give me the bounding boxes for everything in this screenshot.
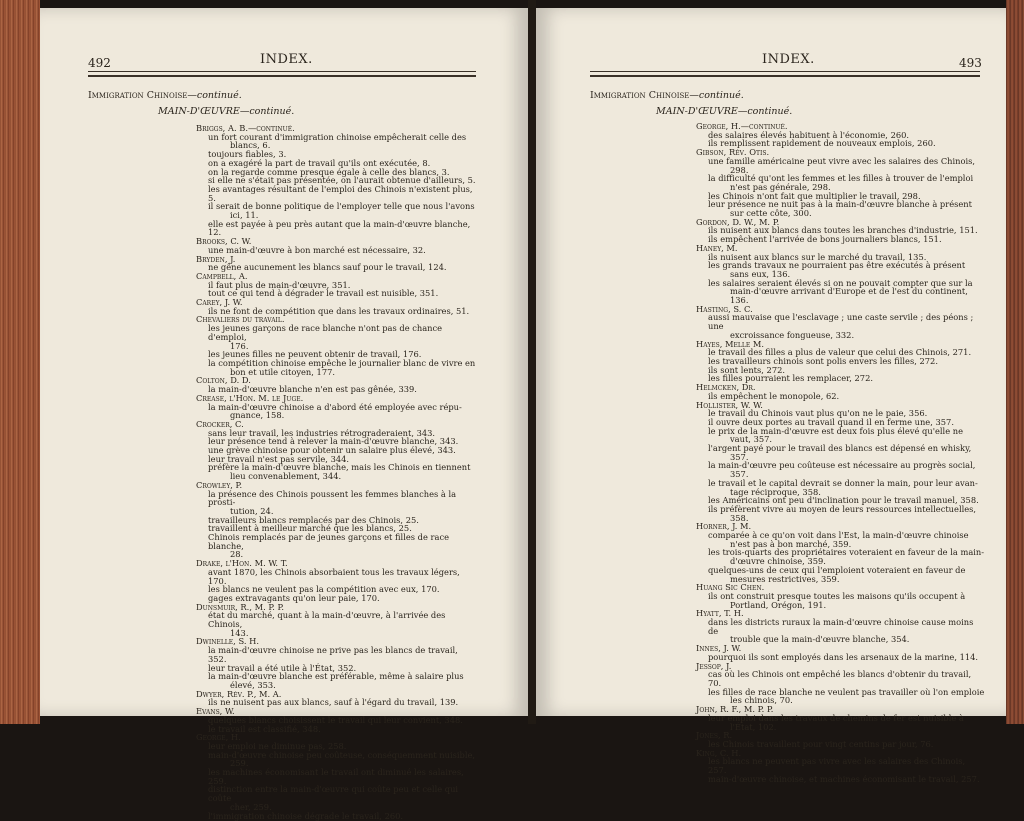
entry-line	[696, 444, 986, 461]
entry-line-continuation: les chinois, 70.	[730, 695, 793, 706]
entry-line-text: les Chinois n'ont fait que multiplier le travail, 298.	[708, 190, 921, 201]
entry-line	[196, 646, 478, 663]
entry-line-text: les salaires seraient élevés si on ne pouvait compter que sur la	[708, 277, 973, 288]
page-header: INDEX.	[260, 52, 313, 67]
entry-line	[696, 157, 986, 174]
entry-line-text: les trois-quarts des propriétaires voteraient en faveur de la main-	[708, 547, 985, 558]
entry-line-text: leur présence tend à relever la main-d'œuvre blanche, 343.	[208, 436, 459, 447]
entry-name: Huang Sic Chen.	[696, 582, 765, 593]
entry-line-text: des salaires élevés habituent à l'économie, 260.	[708, 129, 910, 140]
entry-line-text: une famille américaine peut vivre avec les salaires des Chinois,	[708, 155, 976, 166]
index-entry	[196, 394, 478, 420]
entry-line-continuation: 357.	[730, 451, 749, 462]
header-rule	[590, 75, 980, 77]
index-entry	[196, 420, 478, 481]
entry-line-text: ils sont lents, 272.	[708, 364, 786, 375]
entry-line	[696, 279, 986, 305]
entry-line-text: cas où les Chinois ont empêché les blancs d'obtenir du travail, 70.	[708, 669, 972, 688]
entry-line	[696, 531, 986, 548]
entry-line	[196, 220, 478, 237]
entry-line	[696, 427, 986, 444]
entry-line	[696, 714, 986, 731]
entry-line-text: la présence des Chinois poussent les femmes blanches à la prosti-	[208, 488, 457, 508]
section-suffix: —continué.	[689, 90, 744, 101]
entry-line-continuation: l'État, 102.	[730, 721, 777, 732]
entry-line-text: la main-d'œuvre blanche n'en est pas gênée, 339.	[208, 384, 417, 395]
entry-line	[696, 670, 986, 687]
entry-line-continuation: 143.	[230, 627, 249, 638]
entry-line	[196, 568, 478, 585]
entry-line-text: ils ont construit presque toutes les maisons qu'ils occupent à	[708, 590, 966, 601]
index-entry	[696, 583, 986, 609]
entry-name: Dunsmuir, R., M. P. P.	[196, 601, 285, 612]
entry-line	[696, 775, 986, 784]
entry-name: Brooks, C. W.	[196, 236, 252, 247]
entry-line-text: les filles pourraient les remplacer, 272.	[708, 373, 873, 384]
entry-line	[696, 505, 986, 522]
entry-line	[696, 479, 986, 496]
index-entry	[696, 522, 986, 583]
entry-line	[196, 133, 478, 150]
page-left	[40, 8, 528, 821]
entry-line-text: ils ne font de compétition que dans les travaux ordinaires, 51.	[208, 305, 470, 316]
index-entry	[196, 124, 478, 237]
entry-line	[696, 313, 986, 339]
entry-line	[196, 403, 478, 420]
page-number: 492	[88, 56, 111, 70]
entry-line-text: l'argent payé pour le travail des blancs est dépensé en whisky,	[708, 443, 972, 454]
entry-line-continuation: lieu convenablement, 344.	[230, 471, 342, 482]
entry-line-continuation: élevé, 353.	[230, 680, 276, 690]
entry-name: Hollister, W. W.	[696, 399, 763, 410]
entry-line-continuation: n'est pas générale, 298.	[730, 181, 831, 192]
entry-line-text: gages extravagants qu'on leur paie, 170.	[208, 592, 380, 603]
entry-line-text: le travail est classifié, 348.	[208, 723, 321, 734]
entry-name: Carey, J. W.	[196, 297, 243, 308]
entry-line-text: la main-d'œuvre peu coûteuse est nécessaire au progrès social,	[708, 460, 976, 471]
entry-line-continuation: 176.	[230, 340, 249, 351]
entry-line-text: les avantages résultant de l'emploi des Chinois n'existent plus, 5.	[208, 183, 473, 203]
entry-line-text: on a exagéré la part de travail qu'ils ont exécutée, 8.	[208, 157, 431, 168]
entry-line	[696, 174, 986, 191]
entry-line	[196, 490, 478, 516]
entry-line	[196, 185, 478, 202]
entry-name: George, H.—continué.	[696, 121, 788, 131]
index-entry	[196, 298, 478, 315]
entry-name: Crowley, P.	[196, 479, 243, 490]
subsection-title: MAIN-D'ŒUVRE—continué.	[656, 106, 793, 117]
entry-line-text: ils empêchent le monopole, 62.	[708, 390, 840, 401]
index-entry	[196, 376, 478, 393]
entry-name: Gordon, D. W., M. P.	[696, 216, 780, 227]
entry-line	[696, 235, 986, 244]
entry-line-continuation: mesures restrictives, 359.	[730, 573, 840, 584]
entry-name: Jessop, J.	[696, 660, 732, 671]
section-title	[88, 90, 242, 101]
entry-name: King, C. H.	[696, 747, 742, 758]
entry-line-text: ils remplissent rapidement de nouveaux emplois, 260.	[708, 138, 936, 149]
entry-line	[196, 246, 478, 255]
entry-name: Innes, J. W.	[696, 643, 742, 654]
section-name: Immigration Chinoise	[590, 90, 690, 101]
entry-line-text: état du marché, quant à la main-d'œuvre, à l'arrivée des Chinois,	[208, 610, 446, 630]
entry-line	[696, 757, 986, 774]
entry-line-text: il ouvre deux portes au travail quand il en ferme une, 357.	[708, 416, 954, 427]
entry-line-text: il faut plus de main-d'œuvre, 351.	[208, 279, 351, 290]
index-entry	[196, 481, 478, 559]
entry-line-continuation: 259.	[230, 758, 249, 769]
entry-line-text: préfère la main-d'œuvre blanche, mais les Chinois en tiennent	[208, 462, 471, 473]
index-entry	[196, 733, 478, 820]
entry-line-continuation: bon et utile citoyen, 177.	[230, 366, 336, 377]
entry-line-text: une main-d'œuvre à bon marché est nécessaire, 32.	[208, 244, 426, 255]
entry-line-text: les blancs ne veulent pas la compétition avec eux, 170.	[208, 584, 440, 595]
entry-line	[696, 548, 986, 565]
entry-line	[196, 751, 478, 768]
entry-line-text: quelques-uns de ceux qui l'emploient voteraient en faveur de	[708, 564, 966, 575]
entry-line-continuation: 28.	[230, 549, 244, 560]
entry-line-text: leur emploi dans les travaux de chemins de fer est nuisible à	[708, 712, 964, 723]
entry-line-continuation: sans eux, 136.	[730, 268, 791, 279]
entry-line-continuation: sur cette côte, 300.	[730, 208, 812, 219]
entry-line-text: les travailleurs chinois sont polis envers les filles, 272.	[708, 355, 938, 366]
entry-line-text: travailleurs blancs remplacés par des Chinois, 25.	[208, 514, 419, 525]
entry-line	[196, 324, 478, 350]
entry-name: Hasting, S. C.	[696, 303, 753, 314]
entry-line-text: ne gêne aucunement les blancs sauf pour le travail, 124.	[208, 262, 447, 273]
index-entry	[696, 705, 986, 731]
entry-line-continuation: gnance, 158.	[230, 410, 285, 421]
entry-name: Helmcken, Dr.	[696, 382, 756, 393]
entry-line-continuation: 298.	[730, 164, 749, 175]
entry-line-text: la main-d'œuvre chinoise a d'abord été employée avec répu-	[208, 401, 462, 412]
entry-name: Jones, R.	[696, 730, 733, 741]
section-suffix: —continué.	[187, 90, 242, 101]
index-entries	[196, 124, 478, 820]
entry-name: Bryden, J.	[196, 253, 236, 264]
entry-line	[196, 359, 478, 376]
entry-name: Colton, D. D.	[196, 375, 251, 386]
entry-line	[696, 618, 986, 644]
entry-line-continuation: 357.	[730, 469, 749, 480]
index-entry	[196, 637, 478, 689]
entry-line-text: ils ne nuisent pas aux blancs, sauf à l'égard du travail, 139.	[208, 697, 459, 708]
section-name: Immigration Chinoise	[88, 90, 188, 101]
entry-line	[696, 261, 986, 278]
index-entry	[696, 731, 986, 748]
index-entry	[696, 609, 986, 644]
entry-line-text: aussi mauvaise que l'esclavage ; une caste servile ; des péons ; une	[708, 312, 974, 332]
entry-line	[196, 463, 478, 480]
page-header: INDEX.	[762, 52, 815, 67]
index-entry	[696, 218, 986, 244]
entry-line-text: pourquoi ils sont employés dans les arsenaux de la marine, 114.	[708, 651, 979, 662]
entry-line-continuation: n'est pas à bon marché, 359.	[730, 538, 852, 549]
entry-line	[696, 461, 986, 478]
index-entry	[696, 340, 986, 384]
index-entry	[696, 749, 986, 784]
index-entry	[196, 255, 478, 272]
index-entry	[696, 122, 986, 148]
entry-line-continuation: trouble que la main-d'œuvre blanche, 354.	[730, 634, 910, 645]
entry-line-text: on la regarde comme presque égale à celle des blancs, 3.	[208, 166, 450, 177]
entry-line-text: Chinois remplacés par de jeunes garçons et filles de race blanche,	[208, 532, 449, 551]
entry-line-continuation: Portland, Orégon, 191.	[730, 599, 827, 610]
entry-line-text: le travail et le capital devrait se donner la main, pour leur avan-	[708, 477, 978, 488]
entry-name: Chevaliers du travail.	[196, 314, 285, 325]
entry-name: Hayes, Melle M.	[696, 338, 765, 349]
entry-line-text: avant 1870, les Chinois absorbaient tous les travaux légers, 170.	[208, 566, 460, 586]
entry-line-text: comparée à ce qu'on voit dans l'Est, la main-d'œuvre chinoise	[708, 530, 969, 541]
entry-name: Haney, M.	[696, 242, 738, 253]
header-rule	[88, 75, 476, 77]
book-edge-right	[1006, 0, 1024, 724]
entry-line-text: le travail des filles a plus de valeur que celui des Chinois, 271.	[708, 347, 972, 358]
entry-line-text: les blancs ne peuvent pas vivre avec les salaires des Chinois, 257.	[708, 756, 966, 776]
entry-line-text: main-d'œuvre chinoise peu coûteuse, conséquemment nuisible,	[208, 749, 476, 760]
entry-line	[696, 688, 986, 705]
entry-line-text: la compétition chinoise empêche le journalier blanc de vivre en	[208, 357, 476, 368]
entry-line-continuation: cher, 259.	[230, 801, 272, 812]
entry-line-continuation: d'œuvre chinoise, 359.	[730, 556, 826, 567]
entry-line	[696, 592, 986, 609]
entry-line-text: elle est payée à peu près autant que la main-d'œuvre blanche, 12.	[208, 218, 471, 238]
entry-line-text: les grands travaux ne pourraient pas être exécutés à présent	[708, 260, 966, 271]
entry-name: Hyatt, T. H.	[696, 608, 744, 619]
index-entries	[696, 122, 986, 783]
entry-line-text: le travail du Chinois vaut plus qu'on ne le paie, 356.	[708, 408, 928, 419]
index-entry	[196, 237, 478, 254]
entry-line	[196, 611, 478, 637]
entry-name: Dwyer, Rév. P., M. A.	[196, 688, 282, 699]
entry-line-text: ils nuisent aux blancs dans toutes les branches d'industrie, 151.	[708, 225, 978, 236]
entry-line-text: les Américains ont peu d'inclination pour le travail manuel, 358.	[708, 495, 979, 506]
entry-line-text: la main-d'œuvre chinoise ne prive pas les blancs de travail, 352.	[208, 645, 458, 664]
page-number: 493	[959, 56, 982, 70]
entry-line-continuation: tution, 24.	[230, 505, 274, 516]
entry-line-text: une grève chinoise pour obtenir un salaire plus élevé, 343.	[208, 445, 456, 456]
entry-line-text: leur présence ne nuit pas à la main-d'œuvre blanche à présent	[708, 199, 972, 210]
index-entry	[696, 383, 986, 400]
entry-line-text: si elle ne s'était pas présentée, on l'aurait obtenue d'ailleurs, 5.	[208, 175, 476, 186]
entry-line-text: quelques blancs choisissent le travail qui leur convient, 348.	[208, 714, 463, 725]
entry-line-text: les jeunes garçons de race blanche n'ont pas de chance d'emploi,	[208, 323, 443, 342]
entry-line-continuation: main-d'œuvre arrivant d'Europe et de l'est du continent, 136.	[730, 286, 968, 306]
header-rule	[88, 71, 476, 72]
entry-name: Crease, l'Hon. M. le Juge.	[196, 392, 304, 403]
entry-name: Drake, l'Hon. M. W. T.	[196, 558, 288, 569]
book-gutter	[528, 0, 536, 724]
entry-line-text: la difficulté qu'ont les femmes et les filles à trouver de l'emploi	[708, 173, 974, 184]
index-entry	[696, 644, 986, 661]
entry-name: Horner, J. M.	[696, 521, 752, 532]
index-entry	[696, 244, 986, 305]
entry-line	[696, 653, 986, 662]
section-title	[590, 90, 744, 101]
entry-line-text: distinction entre la main-d'œuvre qui coûte peu et celle qui coûte	[208, 784, 459, 804]
entry-name: Campbell, A.	[196, 270, 248, 281]
entry-name: Crocker, C.	[196, 418, 244, 429]
index-entry	[696, 148, 986, 218]
entry-line-text: les machines économisant le travail ont diminué les salaires, 259.	[208, 767, 464, 786]
entry-name: Evans, W.	[196, 706, 235, 717]
entry-line-text: dans les districts ruraux la main-d'œuvre chinoise cause moins de	[708, 617, 974, 636]
entry-line-text: sans leur travail, les industries rétrograderaient, 343.	[208, 427, 436, 438]
index-entry	[196, 690, 478, 707]
index-entry	[196, 315, 478, 376]
entry-line	[696, 200, 986, 217]
entry-line-text: ils nuisent aux blancs sur le marché du travail, 135.	[708, 251, 927, 262]
entry-line	[196, 812, 478, 821]
entry-line-text: leur emploi ne diminue pas, 258.	[208, 740, 347, 751]
entry-line	[196, 202, 478, 219]
entry-line-continuation: ici, 11.	[230, 210, 259, 221]
entry-line-text: le prix de la main-d'œuvre est deux fois plus élevé qu'elle ne	[708, 425, 963, 436]
entry-line-text: ils empêchent l'arrivée de bons journaliers blancs, 151.	[708, 234, 942, 245]
entry-name: John, R. F., M. P. P.	[696, 704, 774, 715]
page-right	[536, 8, 1006, 784]
entry-line-continuation: 358.	[730, 512, 749, 523]
entry-line-text: les Chinois travaillent pour vingt centins par jour, 76.	[708, 738, 934, 749]
entry-line-text: les filles de race blanche ne veulent pas travailler où l'on emploie	[708, 686, 985, 697]
entry-line-continuation: vaut, 357.	[730, 434, 773, 445]
entry-line-continuation: tage réciproque, 358.	[730, 486, 821, 497]
entry-line	[196, 785, 478, 811]
entry-line	[696, 566, 986, 583]
entry-line-text: leur travail a été utile à l'État, 352.	[208, 662, 357, 673]
entry-name: Briggs, A. B.—continué.	[196, 123, 295, 133]
entry-line-text: leur travail n'est pas servile, 344.	[208, 453, 350, 464]
entry-name: Gibson, Rév. Otis.	[696, 147, 770, 158]
index-entry	[196, 272, 478, 298]
entry-line-text: la main-d'œuvre blanche est préférable, même à salaire plus	[208, 671, 464, 682]
entry-line-text: toujours fiables, 3.	[208, 149, 287, 160]
index-entry	[696, 662, 986, 706]
entry-line	[196, 768, 478, 785]
entry-line-continuation: blancs, 6.	[230, 140, 271, 151]
entry-line	[196, 698, 478, 707]
entry-line-text: un fort courant d'immigration chinoise empêcherait celle des	[208, 131, 467, 142]
entry-line-text: il serait de bonne politique de l'employer telle que nous l'avons	[208, 201, 475, 212]
book-edge-left	[0, 0, 40, 724]
entry-line-text: travaillent à meilleur marché que les blancs, 25.	[208, 523, 412, 534]
index-entry	[196, 559, 478, 603]
entry-name: Dwinelle, S. H.	[196, 636, 259, 647]
entry-line-text: main-d'œuvre chinoise, et machines économisant le travail, 257.	[708, 773, 980, 784]
entry-line-continuation: excroissance fongueuse, 332.	[730, 329, 855, 340]
entry-line-text: tout ce qui tend à dégrader le travail est nuisible, 351.	[208, 288, 439, 299]
entry-line-text: les jeunes filles ne peuvent obtenir de travail, 176.	[208, 349, 422, 360]
index-entry	[696, 401, 986, 523]
index-entry	[196, 603, 478, 638]
entry-line-text: l'immigration chinoise dégrade le travail, 260.	[208, 810, 404, 821]
entry-line	[196, 533, 478, 559]
header-rule	[590, 71, 980, 72]
index-entry	[696, 305, 986, 340]
entry-name: George, H.	[196, 732, 241, 743]
entry-line-text: ils préfèrent vivre au moyen de leurs ressources intellectuelles,	[708, 503, 977, 514]
index-entry	[196, 707, 478, 733]
subsection-title: MAIN-D'ŒUVRE—continué.	[158, 106, 295, 117]
entry-line	[196, 672, 478, 689]
